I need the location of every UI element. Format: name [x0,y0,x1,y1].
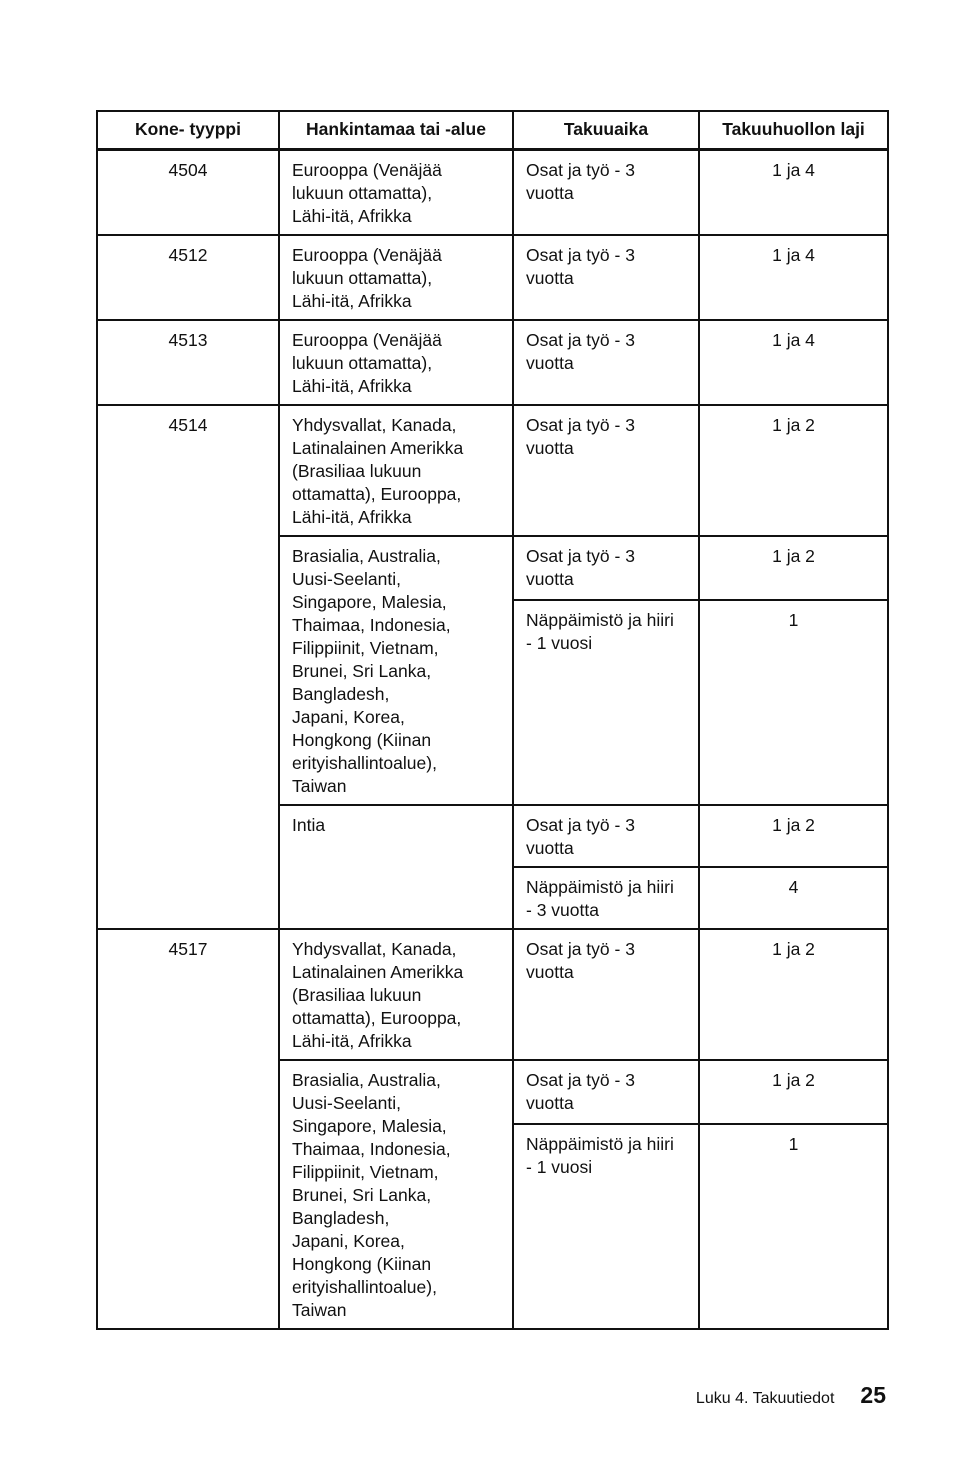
region-cell: Intia [279,805,513,929]
region-cell: Eurooppa (Venäjää lukuun ottamatta), Lähi-itä, Afrikka [279,320,513,405]
table-row [97,929,888,1060]
region-cell: Eurooppa (Venäjää lukuun ottamatta), Lähi-itä, Afrikka [279,150,513,236]
warranty-period-cell: Osat ja työ - 3 vuotta [513,536,699,600]
table-row [97,235,888,320]
table-row [97,320,888,405]
warranty-period-cell: Näppäimistö ja hiiri - 1 vuosi [513,1124,699,1329]
warranty-period-cell: Osat ja työ - 3 vuotta [513,150,699,236]
service-type-cell: 1 ja 4 [699,235,888,320]
region-cell: Brasialia, Australia, Uusi-Seelanti, Singapore, Malesia, Thaimaa, Indonesia, Filippiinit, Vietnam, Brunei, Sri Lanka, Bangladesh, Japani, Korea, Hongkong (Kiinan erityishallintoalue), Taiwan [279,536,513,805]
region-cell: Eurooppa (Venäjää lukuun ottamatta), Lähi-itä, Afrikka [279,235,513,320]
machine-type-cell: 4512 [97,235,279,320]
machine-type-cell: 4517 [97,929,279,1329]
warranty-period-cell: Osat ja työ - 3 vuotta [513,1060,699,1124]
region-cell: Yhdysvallat, Kanada, Latinalainen Amerikka (Brasiliaa lukuun ottamatta), Eurooppa, Lähi-itä, Afrikka [279,405,513,536]
service-type-cell: 1 ja 4 [699,320,888,405]
service-type-cell: 1 ja 2 [699,1060,888,1124]
service-type-cell: 1 ja 2 [699,405,888,536]
header-service-type: Takuuhuollon laji [699,111,888,150]
table-header-row [97,111,888,150]
table-row [97,150,888,236]
header-warranty-period: Takuuaika [513,111,699,150]
warranty-period-cell: Osat ja työ - 3 vuotta [513,235,699,320]
service-type-cell: 1 ja 2 [699,536,888,600]
service-type-cell: 1 [699,600,888,805]
table-row [97,405,888,536]
warranty-period-cell: Osat ja työ - 3 vuotta [513,929,699,1060]
warranty-period-cell: Näppäimistö ja hiiri - 1 vuosi [513,600,699,805]
warranty-period-cell: Näppäimistö ja hiiri - 3 vuotta [513,867,699,929]
warranty-period-cell: Osat ja työ - 3 vuotta [513,405,699,536]
warranty-table [96,110,889,1330]
region-cell: Yhdysvallat, Kanada, Latinalainen Amerikka (Brasiliaa lukuun ottamatta), Eurooppa, Lähi-itä, Afrikka [279,929,513,1060]
chapter-title: Luku 4. Takuutiedot [695,1390,835,1407]
header-machine-type: Kone- tyyppi [97,111,279,150]
machine-type-cell: 4514 [97,405,279,929]
service-type-cell: 1 ja 4 [699,150,888,236]
page-number: 25 [860,1382,886,1408]
service-type-cell: 1 ja 2 [699,929,888,1060]
page-footer [696,1382,886,1409]
region-cell: Brasialia, Australia, Uusi-Seelanti, Singapore, Malesia, Thaimaa, Indonesia, Filippiinit, Vietnam, Brunei, Sri Lanka, Bangladesh, Japani, Korea, Hongkong (Kiinan erityishallintoalue), Taiwan [279,1060,513,1329]
header-region: Hankintamaa tai -alue [279,111,513,150]
service-type-cell: 4 [699,867,888,929]
service-type-cell: 1 ja 2 [699,805,888,867]
warranty-period-cell: Osat ja työ - 3 vuotta [513,805,699,867]
machine-type-cell: 4504 [97,150,279,236]
machine-type-cell: 4513 [97,320,279,405]
warranty-period-cell: Osat ja työ - 3 vuotta [513,320,699,405]
service-type-cell: 1 [699,1124,888,1329]
